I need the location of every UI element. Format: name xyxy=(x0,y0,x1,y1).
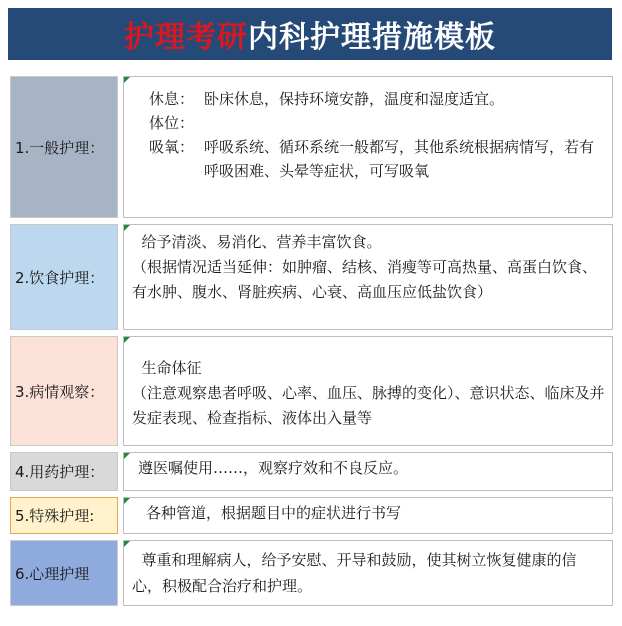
section-text: 给予清淡、易消化、营养丰富饮食。 xyxy=(132,233,382,251)
section-label: 4.用药护理： xyxy=(10,452,118,491)
section-content xyxy=(123,224,613,330)
comment-marker-icon xyxy=(124,498,130,504)
sub-item-oxygen xyxy=(149,135,612,183)
section-psychological-care xyxy=(10,540,613,606)
section-diet-care xyxy=(10,224,613,330)
comment-marker-icon xyxy=(124,77,130,83)
section-text: （根据情况适当延伸：如肿瘤、结核、消瘦等可高热量、高蛋白饮食、有水肿、腹水、肾脏疾病、心衰、高血压应低盐饮食） xyxy=(132,258,598,301)
section-text: 遵医嘱使用……，观察疗效和不良反应。 xyxy=(138,459,409,477)
sub-item-position xyxy=(149,111,612,135)
sub-item-value: 呼吸系统、循环系统一般都写，其他系统根据病情写，若有呼吸困难、头晕等症状，可写吸氧 xyxy=(204,138,595,180)
section-condition-observation xyxy=(10,336,613,446)
title-banner xyxy=(8,8,612,60)
section-text: 尊重和理解病人，给予安慰、开导和鼓励，使其树立恢复健康的信心，积极配合治疗和护理。 xyxy=(132,551,577,595)
section-text: （注意观察患者呼吸、心率、血压、脉搏的变化）、意识状态、临床及并发症表现、检查指标、液体出入量等 xyxy=(132,384,605,427)
section-content xyxy=(123,336,613,446)
section-label: 6.心理护理 xyxy=(10,540,118,606)
section-content xyxy=(123,497,613,534)
section-special-care xyxy=(10,497,613,534)
sub-item-key: 休息： xyxy=(149,90,195,108)
section-content xyxy=(123,452,613,491)
sub-item-value: 卧床休息，保持环境安静，温度和湿度适宜。 xyxy=(204,90,505,108)
section-label: 1.一般护理： xyxy=(10,76,118,218)
section-content xyxy=(123,76,613,218)
section-general-care xyxy=(10,76,613,218)
sub-item-rest xyxy=(149,87,612,111)
comment-marker-icon xyxy=(124,337,130,343)
section-content xyxy=(123,540,613,606)
comment-marker-icon xyxy=(124,225,130,231)
title-highlight: 护理考研 xyxy=(124,20,248,55)
comment-marker-icon xyxy=(124,541,130,547)
sub-item-value xyxy=(204,111,612,135)
sub-item-key: 体位： xyxy=(149,114,195,132)
comment-marker-icon xyxy=(124,453,130,459)
section-label: 5.特殊护理: xyxy=(10,497,118,534)
sub-item-key: 吸氧： xyxy=(149,138,195,156)
section-text: 各种管道，根据题目中的症状进行书写 xyxy=(146,504,402,522)
section-text: 生命体征 xyxy=(132,359,202,377)
section-medication-care xyxy=(10,452,613,491)
section-label: 3.病情观察： xyxy=(10,336,118,446)
section-label: 2.饮食护理： xyxy=(10,224,118,330)
title-main: 内科护理措施模板 xyxy=(248,20,496,55)
